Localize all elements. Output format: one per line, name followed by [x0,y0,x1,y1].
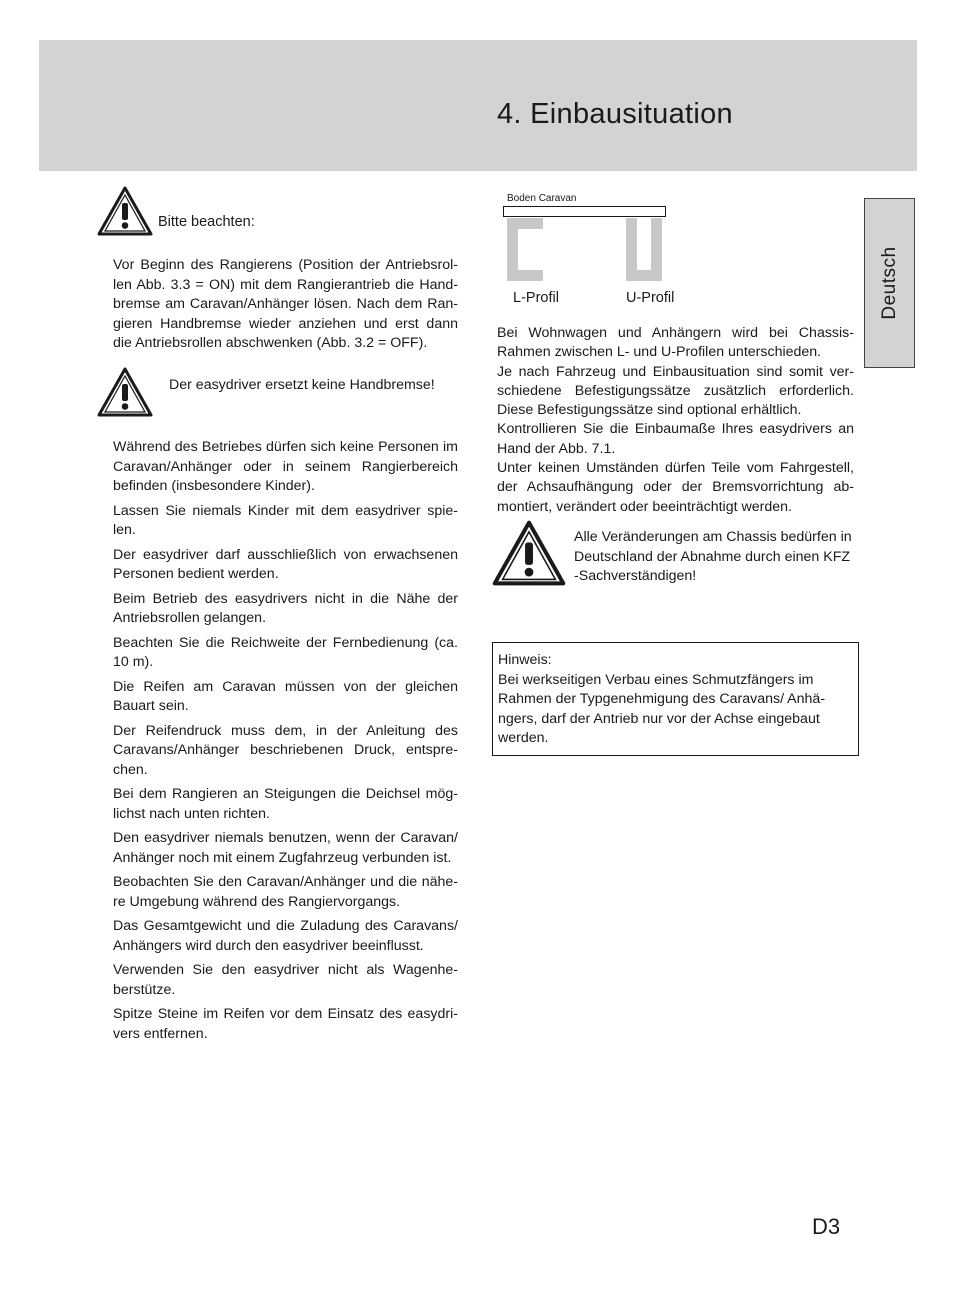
safety-rule: Lassen Sie niemals Kinder mit dem easydriver spie- len. [113,502,458,538]
safety-rule: Beachten Sie die Reichweite der Fernbedienung (ca. 10 m). [113,634,458,670]
body-line: Unter keinen Umständen dürfen Teile vom Fahrgestell, [497,460,854,477]
language-tab [864,198,915,368]
floor-label: Boden Caravan [507,193,577,204]
safety-rule: Den easydriver niemals benutzen, wenn der Caravan/ Anhänger noch mit einem Zugfahrzeug verbunden ist. [113,830,458,866]
warning-triangle-icon [97,186,153,236]
safety-rule: Verwenden Sie den easydriver nicht als Wagenhe- berstütze. [113,962,458,998]
body-line: Diese Befestigungssätze sind optional erhältlich. [497,402,802,419]
language-tab-label: Deutsch [878,246,900,320]
intro-line: len Abb. 3.3 = ON) mit dem Rangierantrieb die Hand- [113,276,458,293]
intro-line: gieren Handbremse wieder anziehen und erst dann [113,315,458,332]
u-profile-label: U-Profil [626,290,675,306]
body-line: Bei Wohnwagen und Anhängern wird bei Chassis- [497,325,854,341]
body-line: montiert, verändert oder beeinträchtigt werden. [497,498,792,515]
intro-line: bremse am Caravan/Anhänger lösen. Nach dem Ran- [113,296,458,312]
l-profile-label: L-Profil [513,290,559,306]
safety-rule: Spitze Steine im Reifen vor dem Einsatz des easydri- vers entfernen. [113,1006,458,1042]
page-number: D3 [812,1214,841,1239]
body-line: schiedene Befestigungssätze zusätzlich erforderlich. [497,382,854,399]
safety-rule: Beobachten Sie den Caravan/Anhänger und die nähe- re Umgebung während des Rangiervorgangs. [113,874,458,910]
l-profile-shape [507,218,543,287]
body-line: Hand der Abb. 7.1. [497,440,616,457]
safety-rule: Die Reifen am Caravan müssen von der gleichen Bauart sein. [113,678,458,714]
chassis-warning-line: Deutschland der Abnahme durch einen KFZ [574,548,851,565]
header-band [39,40,917,171]
note-heading: Hinweis: [498,652,552,668]
caravan-floor-bar [503,206,666,217]
note-box [492,642,859,756]
warning-triangle-icon [97,367,153,417]
intro-paragraph [113,256,458,354]
intro-line: Vor Beginn des Rangierens (Position der Antriebsrol- [113,257,458,273]
safety-rule: Der Reifendruck muss dem, in der Anleitung des Caravans/Anhänger beschriebenen Druck, entspre- chen. [113,722,458,778]
chapter-title: 4. Einbausituation [497,98,733,130]
body-line: Rahmen zwischen L- und U-Profilen unterschieden. [497,344,822,361]
safety-rule: Bei dem Rangieren an Steigungen die Deichsel mög- lichst nach unten richten. [113,786,458,822]
notice-heading: Bitte beachten: [158,214,255,230]
safety-rule: Während des Betriebes dürfen sich keine Personen im Caravan/Anhänger oder in seinem Rangierbereich befinden (insbesondere Kinder). [113,439,458,494]
safety-rule: Der easydriver darf ausschließlich von erwachsenen Personen bedient werden. [113,546,458,582]
handbrake-warning: Der easydriver ersetzt keine Handbremse! [169,377,435,393]
note-line: ngers, darf der Antrieb nur vor der Achse eingebaut [498,710,820,727]
body-line: der Achsaufhängung oder der Bremsvorrichtung ab- [497,479,854,496]
chassis-warning-line: Alle Veränderungen am Chassis bedürfen in [574,529,852,545]
chassis-warning-line: -Sachverständigen! [574,568,697,584]
safety-rule: Das Gesamtgewicht und die Zuladung des Caravans/ Anhängers wird durch den easydriver beeinflusst. [113,918,458,954]
safety-rules [113,438,458,1049]
installation-text [497,324,854,517]
body-line: Je nach Fahrzeug und Einbausituation sind somit ver- [497,363,854,380]
warning-triangle-icon [492,520,566,586]
u-profile-shape [626,218,662,287]
intro-line: die Antriebsrollen abschwenken (Abb. 3.2 = OFF). [113,335,428,351]
note-line: Bei werkseitigen Verbau eines Schmutzfängers im [498,671,814,688]
chassis-warning [574,528,856,587]
body-line: Kontrollieren Sie die Einbaumaße Ihres easydrivers an [497,421,854,438]
safety-rule: Beim Betrieb des easydrivers nicht in die Nähe der Antriebsrollen gelangen. [113,590,458,626]
note-line: werden. [498,730,549,746]
note-line: Rahmen der Typgenehmigung des Caravans/ Anhä- [498,691,826,707]
